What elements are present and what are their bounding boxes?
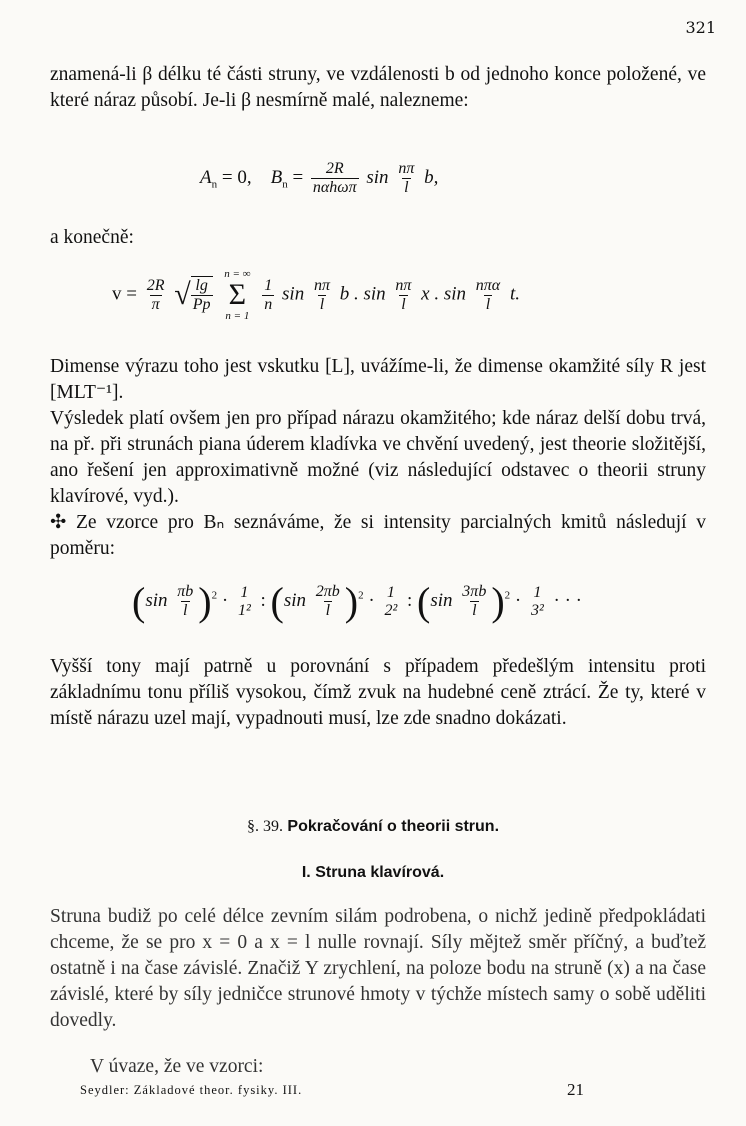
- fraction-2r-pi: [145, 277, 167, 314]
- fraction-denominator: l: [485, 295, 491, 313]
- term-x-sin: x . sin: [421, 283, 467, 305]
- equation-v: [112, 268, 520, 322]
- eq1-tail: b,: [424, 166, 439, 188]
- paragraph-2: Dimense výrazu toho jest vskutku [L], uvážíme-li, že dimense okamžité síly R jest [MLT⁻¹].: [50, 356, 706, 403]
- fraction-2pib-l: [314, 583, 342, 620]
- term-b-sin: b . sin: [339, 283, 386, 305]
- fraction-1-3sq: [529, 584, 546, 620]
- dot: ·: [514, 589, 522, 611]
- fraction-denominator: Pp: [192, 296, 211, 313]
- v-symbol: v =: [112, 283, 137, 305]
- fraction-denominator: l: [183, 602, 188, 619]
- sin-word: sin: [282, 283, 305, 305]
- fraction-numerator: nπ: [398, 160, 415, 177]
- fraction-npi-l: [396, 160, 416, 197]
- paragraph-1: znamená-li β délku té části struny, ve vzdálenosti b od jednoho konce položené, ve které náraz působí. Je-li β nesmírně malé, nalezneme:: [50, 64, 706, 111]
- fraction-1-n: [262, 277, 274, 314]
- colon: :: [260, 589, 266, 611]
- footer-source: Seydler: Základové theor. fysiky. III.: [80, 1083, 303, 1097]
- fraction-numerator: 2R: [146, 276, 165, 294]
- sqrt-symbol: √: [174, 278, 191, 311]
- equation-an-bn: [200, 160, 438, 197]
- fraction-numerator: 2R: [325, 160, 344, 177]
- fraction-pib-l: [175, 583, 195, 620]
- paragraph-5: Vyšší tony mají patrně u porovnání s případem předešlým intensitu proti základnímu tonu příliš vysokou, čímž zvuk na hudebné ceně ztrácí. Že ty, které v místě nárazu uzel mají, vypadnouti musí, lze zde snadno dokázati.: [50, 656, 706, 729]
- fraction-npialpha-l: [474, 277, 502, 314]
- section-heading: [0, 818, 746, 836]
- square-exponent: 2: [358, 589, 364, 602]
- fraction-npi-l: [312, 277, 332, 314]
- fraction-numerator: nπ: [395, 276, 412, 294]
- colon: :: [407, 589, 413, 611]
- fraction-3pib-l: [460, 583, 488, 620]
- sin-word: sin: [430, 589, 453, 611]
- fraction-numerator: 1: [264, 276, 273, 294]
- fraction-numerator: 1: [240, 583, 249, 601]
- section-number: §. 39.: [246, 818, 283, 835]
- fraction-root: [191, 276, 213, 314]
- summation: [224, 268, 250, 322]
- fraction-1-1sq: [236, 584, 253, 620]
- footer-sheet-number: 21: [567, 1080, 584, 1099]
- dot: ·: [221, 589, 229, 611]
- sin-word: sin: [366, 166, 389, 188]
- fraction-denominator: l: [319, 295, 325, 313]
- sum-lower-limit: n = 1: [225, 310, 250, 322]
- label-finally: a konečně:: [50, 227, 134, 248]
- fraction-numerator: 3πb: [462, 583, 487, 600]
- bn-subscript: n: [282, 178, 288, 191]
- subsection-title: I. Struna klavírová.: [301, 864, 445, 881]
- fraction-denominator: l: [401, 295, 406, 313]
- paragraph-4: ✣ Ze vzorce pro Bₙ seznáváme, že si intensity parcialných kmitů následují v poměru:: [50, 512, 706, 559]
- bn-symbol: B: [270, 166, 283, 188]
- fraction-denominator: 2²: [384, 601, 398, 619]
- paragraph-6: Struna budiž po celé délce zevním silám podrobena, o nichž jedině předpokládati chceme, že se pro x = 0 a x = l nulle rovnají. Síly mějtež směr příčný, a buďtež ostatně i na čase závislé. Značiž Y zrychlení, na poloze bodu na struně (x) a na čase závislé, které by síly jedničce strunové hmoty v týchže místech samy o sobě uděliti dovedly.: [50, 906, 706, 1031]
- term-t: t.: [509, 283, 520, 305]
- sum-sigma: Σ: [228, 278, 247, 311]
- fraction-denominator: π: [151, 295, 160, 313]
- fraction-1-2sq: [382, 584, 399, 620]
- an-subscript: n: [211, 178, 218, 191]
- dot: ·: [368, 589, 375, 611]
- sum-upper-limit: n = ∞: [224, 268, 251, 280]
- equals-sign: =: [292, 166, 304, 188]
- fraction-numerator: 2πb: [315, 583, 340, 600]
- fraction-numerator: πb: [177, 583, 194, 600]
- fraction-numerator: 1: [386, 583, 395, 601]
- section-title: Pokračování o theorii strun.: [287, 818, 500, 835]
- fraction-denominator: n: [264, 295, 273, 313]
- paragraph-3: Výsledek platí ovšem jen pro případ nárazu okamžitého; kde náraz delší dobu trvá, na př. při strunách piana úderem kladívka ve chvění uvedený, jest theorie složitější, ano řešení jen approximativně možné (viz následující odstavec o theorii struny klavírové, vyd.).: [50, 408, 706, 507]
- fraction-2r: [311, 160, 359, 197]
- square-exponent: 2: [211, 589, 218, 602]
- fraction-numerator: 1: [533, 583, 542, 601]
- fraction-npi-l: [393, 277, 413, 314]
- fraction-numerator: nπ: [313, 276, 330, 294]
- square-exponent: 2: [504, 589, 511, 602]
- fraction-denominator: l: [325, 602, 331, 619]
- fraction-denominator: nαhωπ: [312, 179, 357, 196]
- sin-word: sin: [283, 589, 307, 611]
- fraction-numerator: lg: [195, 277, 208, 294]
- fraction-denominator: l: [472, 602, 477, 619]
- fraction-denominator: 1²: [237, 601, 251, 619]
- page-number: 321: [685, 18, 716, 37]
- fraction-denominator: 3²: [530, 601, 544, 619]
- paragraph-7: V úvaze, že ve vzorci:: [90, 1056, 264, 1077]
- sin-word: sin: [145, 589, 168, 611]
- fraction-numerator: nπα: [475, 276, 501, 294]
- ellipsis: · · ·: [553, 589, 582, 611]
- equation-intensity-ratio: (sin $\frac{\pi b}{l}$ )$^2$ · 1 1² : (sin $\frac{2\pi b}{l}$ )$^2$ · 1 2² : (sin $\frac{3\pi b}{l}$ )$^2$ · 1 3² · · ·: [132, 579, 582, 624]
- an-value: = 0,: [221, 166, 252, 188]
- an-symbol: A: [200, 166, 212, 188]
- fraction-denominator: l: [404, 179, 409, 196]
